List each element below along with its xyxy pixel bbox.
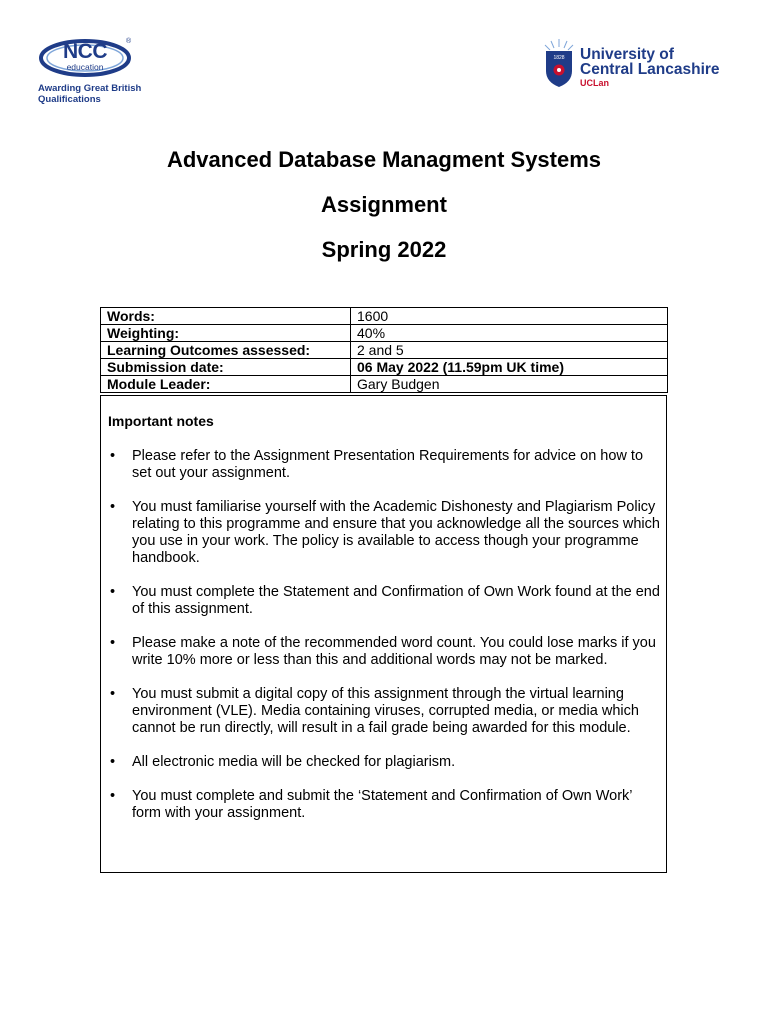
note-text: All electronic media will be checked for plagiarism. bbox=[132, 754, 456, 770]
list-item bbox=[108, 754, 663, 771]
note-text: You must complete the Statement and Confirmation of Own Work found at the end of this assignment. bbox=[132, 584, 660, 617]
bullet-icon: • bbox=[110, 754, 116, 770]
uclan-short-name: UCLan bbox=[580, 78, 609, 88]
table-row bbox=[101, 359, 668, 376]
important-notes-list bbox=[108, 448, 663, 839]
bullet-icon: • bbox=[110, 635, 116, 651]
bullet-icon: • bbox=[110, 448, 116, 464]
important-notes-box bbox=[100, 395, 667, 873]
table-row bbox=[101, 308, 668, 325]
bullet-icon: • bbox=[110, 499, 116, 515]
ncc-tagline bbox=[38, 83, 148, 105]
table-row bbox=[101, 376, 668, 393]
submission-date-label: Submission date: bbox=[101, 359, 351, 376]
bullet-icon: • bbox=[110, 686, 116, 702]
module-leader-label: Module Leader: bbox=[101, 376, 351, 393]
ncc-registered-mark: ® bbox=[126, 38, 132, 45]
list-item bbox=[108, 788, 663, 822]
list-item bbox=[108, 635, 663, 669]
learning-outcomes-label: Learning Outcomes assessed: bbox=[101, 342, 351, 359]
uclan-name-line1: University of bbox=[580, 46, 674, 63]
note-text: You must familiarise yourself with the Academic Dishonesty and Plagiarism Policy relating to this programme and ensure that you acknowledge all the sources which you use in your work. The policy is available to access though your programme handbook. bbox=[132, 499, 660, 566]
note-text: You must submit a digital copy of this assignment through the virtual learning environment (VLE). Media containing viruses, corrupted media, or media which cannot be run directly, will result in a fail grade being awarded for this module. bbox=[132, 686, 639, 736]
title-assignment: Assignment bbox=[321, 192, 447, 217]
weighting-label: Weighting: bbox=[101, 325, 351, 342]
table-row bbox=[101, 325, 668, 342]
important-notes-heading: Important notes bbox=[108, 413, 214, 429]
words-label: Words: bbox=[101, 308, 351, 325]
list-item bbox=[108, 686, 663, 737]
uclan-crest-icon bbox=[543, 38, 575, 88]
title-course-name: Advanced Database Managment Systems bbox=[166, 147, 602, 172]
title-term: Spring 2022 bbox=[321, 237, 447, 262]
ncc-tagline-line2: Qualifications bbox=[38, 94, 101, 105]
assignment-info-table bbox=[100, 307, 668, 393]
ncc-logo-sub: education bbox=[66, 62, 104, 72]
note-text: You must complete and submit the ‘Statement and Confirmation of Own Work’ form with your assignment. bbox=[132, 788, 632, 821]
bullet-icon: • bbox=[110, 584, 116, 600]
ncc-tagline-line1: Awarding Great British bbox=[38, 83, 142, 94]
submission-date-value: 06 May 2022 (11.59pm UK time) bbox=[351, 359, 668, 376]
uclan-name bbox=[580, 47, 720, 77]
list-item bbox=[108, 448, 663, 482]
words-value: 1600 bbox=[351, 308, 668, 325]
weighting-value: 40% bbox=[351, 325, 668, 342]
uclan-logo bbox=[543, 38, 723, 90]
uclan-name-line2: Central Lancashire bbox=[580, 61, 720, 78]
ncc-education-logo bbox=[36, 36, 146, 108]
module-leader-value: Gary Budgen bbox=[351, 376, 668, 393]
list-item bbox=[108, 584, 663, 618]
table-row bbox=[101, 342, 668, 359]
learning-outcomes-value: 2 and 5 bbox=[351, 342, 668, 359]
document-title bbox=[0, 144, 768, 279]
list-item bbox=[108, 499, 663, 567]
note-text: Please make a note of the recommended word count. You could lose marks if you write 10% more or less than this and additional words may not be marked. bbox=[132, 635, 656, 668]
ncc-logo-mark: NCC bbox=[63, 40, 107, 63]
note-text: Please refer to the Assignment Presentation Requirements for advice on how to set out your assignment. bbox=[132, 448, 644, 481]
uclan-crest-year: 1828 bbox=[553, 55, 565, 61]
bullet-icon: • bbox=[110, 788, 116, 804]
